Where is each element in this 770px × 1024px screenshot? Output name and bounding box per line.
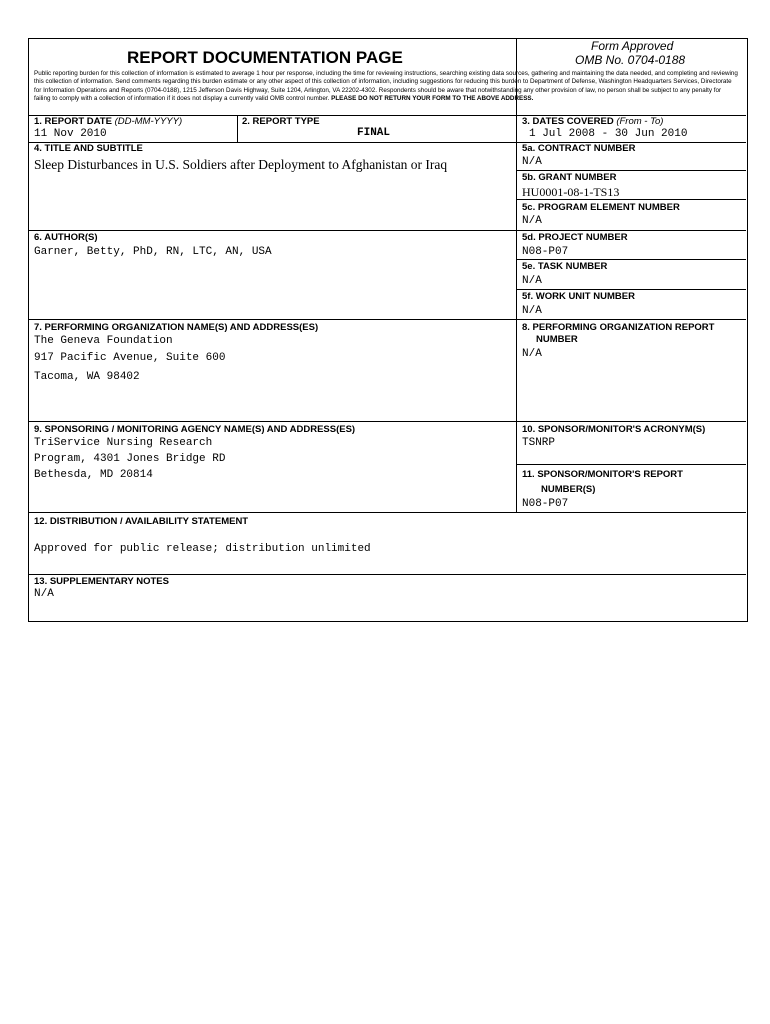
sponsor-report-value: N08-P07 (522, 498, 569, 510)
divider (516, 289, 746, 290)
supplementary-notes-label: 13. SUPPLEMENTARY NOTES (34, 576, 169, 587)
burden-text: Public reporting burden for this collection of information is estimated to average 1 hour per response, including the time for reviewing instructions, searching existing data sources, gathering and maintaining the data needed, and completing and reviewing this collection of information. Send comments regarding this burden estimate or any other aspect of this collection of information, including suggestions for reducing this burden to Department of Defense, Washington Headquarters Services, Directorate for Information Operations and Reports (0704-0188), 1215 Jefferson Davis Highway, Suite 1204, Arlington, VA 22202-4302. Respondents should be aware that notwithstanding any other provision of law, no person shall be subject to any penalty for failing to comply with a collection of information if it does not display a currently valid OMB control number. (34, 70, 738, 102)
contract-number-value: N/A (522, 156, 542, 168)
sponsoring-agency-label: 9. SPONSORING / MONITORING AGENCY NAME(S) AND ADDRESS(ES) (34, 424, 356, 435)
performing-org-report-label: 8. PERFORMING ORGANIZATION REPORT (522, 322, 715, 333)
task-number-value: N/A (522, 275, 542, 287)
report-type-label: 2. REPORT TYPE (242, 116, 320, 127)
burden-notice: PLEASE DO NOT RETURN YOUR FORM TO THE ABOVE ADDRESS. (331, 94, 534, 102)
authors-value: Garner, Betty, PhD, RN, LTC, AN, USA (34, 246, 272, 258)
divider (29, 574, 746, 575)
divider (29, 319, 746, 320)
title-label: 4. TITLE AND SUBTITLE (34, 143, 143, 154)
sponsor-report-label-cont: NUMBER(S) (541, 484, 596, 495)
burden-statement (34, 70, 739, 103)
divider (516, 464, 746, 465)
divider (516, 170, 746, 171)
dates-covered-value: 1 Jul 2008 - 30 Jun 2010 (529, 128, 688, 140)
report-type-value: FINAL (357, 127, 391, 139)
work-unit-number-label: 5f. WORK UNIT NUMBER (522, 291, 635, 302)
project-number-value: N08-P07 (522, 246, 569, 258)
authors-label: 6. AUTHOR(S) (34, 232, 98, 243)
contract-number-label: 5a. CONTRACT NUMBER (522, 143, 636, 154)
title-value: Sleep Disturbances in U.S. Soldiers after Deployment to Afghanistan or Iraq (34, 157, 448, 172)
report-documentation-form (28, 38, 748, 622)
performing-org-line: 917 Pacific Avenue, Suite 600 (34, 352, 226, 364)
performing-org-line: Tacoma, WA 98402 (34, 371, 140, 383)
sponsoring-agency-line: Program, 4301 Jones Bridge RD (34, 453, 226, 465)
program-element-value: N/A (522, 215, 542, 227)
work-unit-number-value: N/A (522, 305, 542, 317)
distribution-label: 12. DISTRIBUTION / AVAILABILITY STATEMENT (34, 516, 249, 527)
performing-org-report-label-cont: NUMBER (536, 334, 578, 345)
project-number-label: 5d. PROJECT NUMBER (522, 232, 628, 243)
report-date-value: 11 Nov 2010 (34, 128, 107, 140)
grant-number-label: 5b. GRANT NUMBER (522, 172, 617, 183)
task-number-label: 5e. TASK NUMBER (522, 261, 608, 272)
report-date-label: 1. REPORT DATE (DD-MM-YYYY) (34, 116, 183, 127)
grant-number-value: HU0001-08-1-TS13 (522, 185, 620, 199)
divider (516, 259, 746, 260)
divider (29, 421, 746, 422)
divider (29, 512, 746, 513)
performing-org-label: 7. PERFORMING ORGANIZATION NAME(S) AND ADDRESS(ES) (34, 322, 319, 333)
page-title: REPORT DOCUMENTATION PAGE (127, 48, 403, 67)
sponsoring-agency-line: Bethesda, MD 20814 (34, 469, 153, 481)
supplementary-notes-value: N/A (34, 588, 54, 600)
divider (516, 115, 517, 512)
form-approved-label: Form Approved (591, 39, 674, 53)
divider (516, 199, 746, 200)
sponsor-acronym-value: TSNRP (522, 437, 556, 449)
performing-org-report-value: N/A (522, 348, 542, 360)
distribution-value: Approved for public release; distribution unlimited (34, 543, 371, 555)
program-element-label: 5c. PROGRAM ELEMENT NUMBER (522, 202, 680, 213)
sponsoring-agency-line: TriService Nursing Research (34, 437, 213, 449)
omb-number: OMB No. 0704-0188 (575, 53, 686, 67)
performing-org-line: The Geneva Foundation (34, 335, 173, 347)
sponsor-report-label: 11. SPONSOR/MONITOR'S REPORT (522, 469, 683, 480)
sponsor-acronym-label: 10. SPONSOR/MONITOR'S ACRONYM(S) (522, 424, 706, 435)
divider (237, 115, 238, 142)
dates-covered-label: 3. DATES COVERED (From - To) (522, 116, 664, 127)
divider (29, 230, 746, 231)
